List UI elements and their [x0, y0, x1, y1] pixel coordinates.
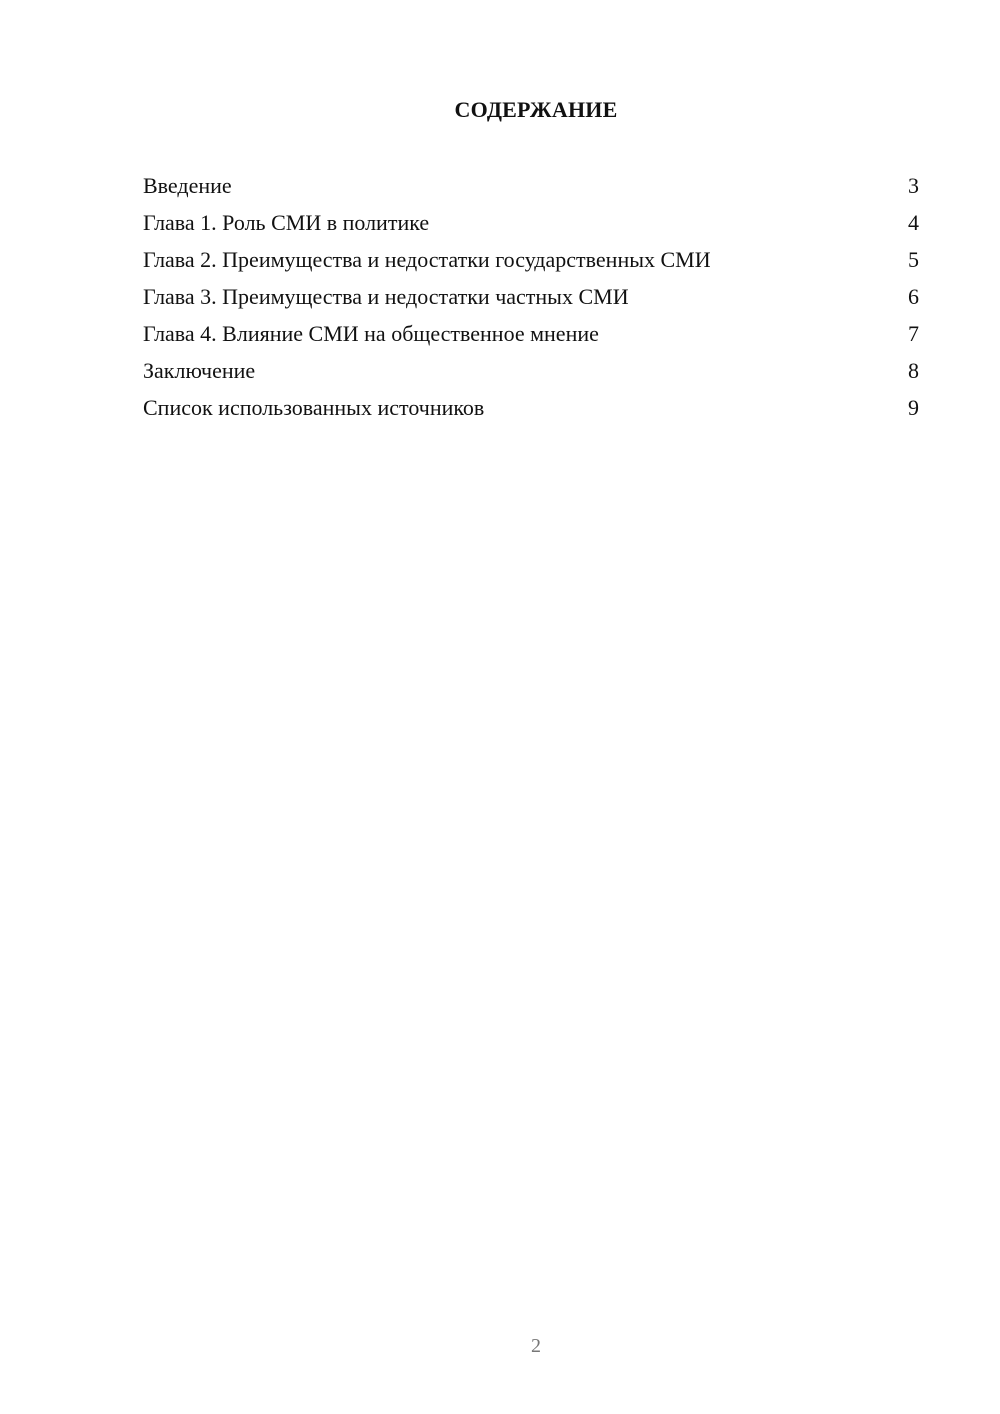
toc-entry-introduction	[143, 167, 919, 204]
toc-entry-label: Введение	[143, 173, 232, 198]
toc-entry-label: Глава 4. Влияние СМИ на общественное мнение	[143, 321, 599, 346]
toc-entry-page-number: 5	[908, 247, 919, 272]
toc-entry-page-number: 7	[908, 321, 919, 346]
toc-entry-chapter-3	[143, 278, 919, 315]
toc-entry-label: Заключение	[143, 358, 256, 383]
toc-entry-chapter-4	[143, 315, 919, 352]
toc-entry-references	[143, 389, 919, 426]
toc-entry-label: Список использованных источников	[143, 395, 485, 420]
toc-entry-page-number: 4	[908, 210, 919, 235]
toc-entry-chapter-1	[143, 204, 919, 241]
toc-entry-page-number: 6	[908, 284, 919, 309]
toc-entry-page-number: 9	[908, 395, 919, 420]
toc-entry-page-number: 8	[908, 358, 919, 383]
footer-page-number: 2	[531, 1335, 541, 1357]
toc-entry-label: Глава 2. Преимущества и недостатки государственных СМИ	[143, 247, 711, 272]
toc-entry-page-number: 3	[908, 173, 919, 198]
toc-entry-label: Глава 3. Преимущества и недостатки частных СМИ	[143, 284, 629, 309]
toc-entry-chapter-2	[143, 241, 919, 278]
table-of-contents	[143, 167, 919, 426]
toc-entry-label: Глава 1. Роль СМИ в политике	[143, 210, 430, 235]
toc-entry-conclusion	[143, 352, 919, 389]
page-title: СОДЕРЖАНИЕ	[454, 97, 618, 122]
